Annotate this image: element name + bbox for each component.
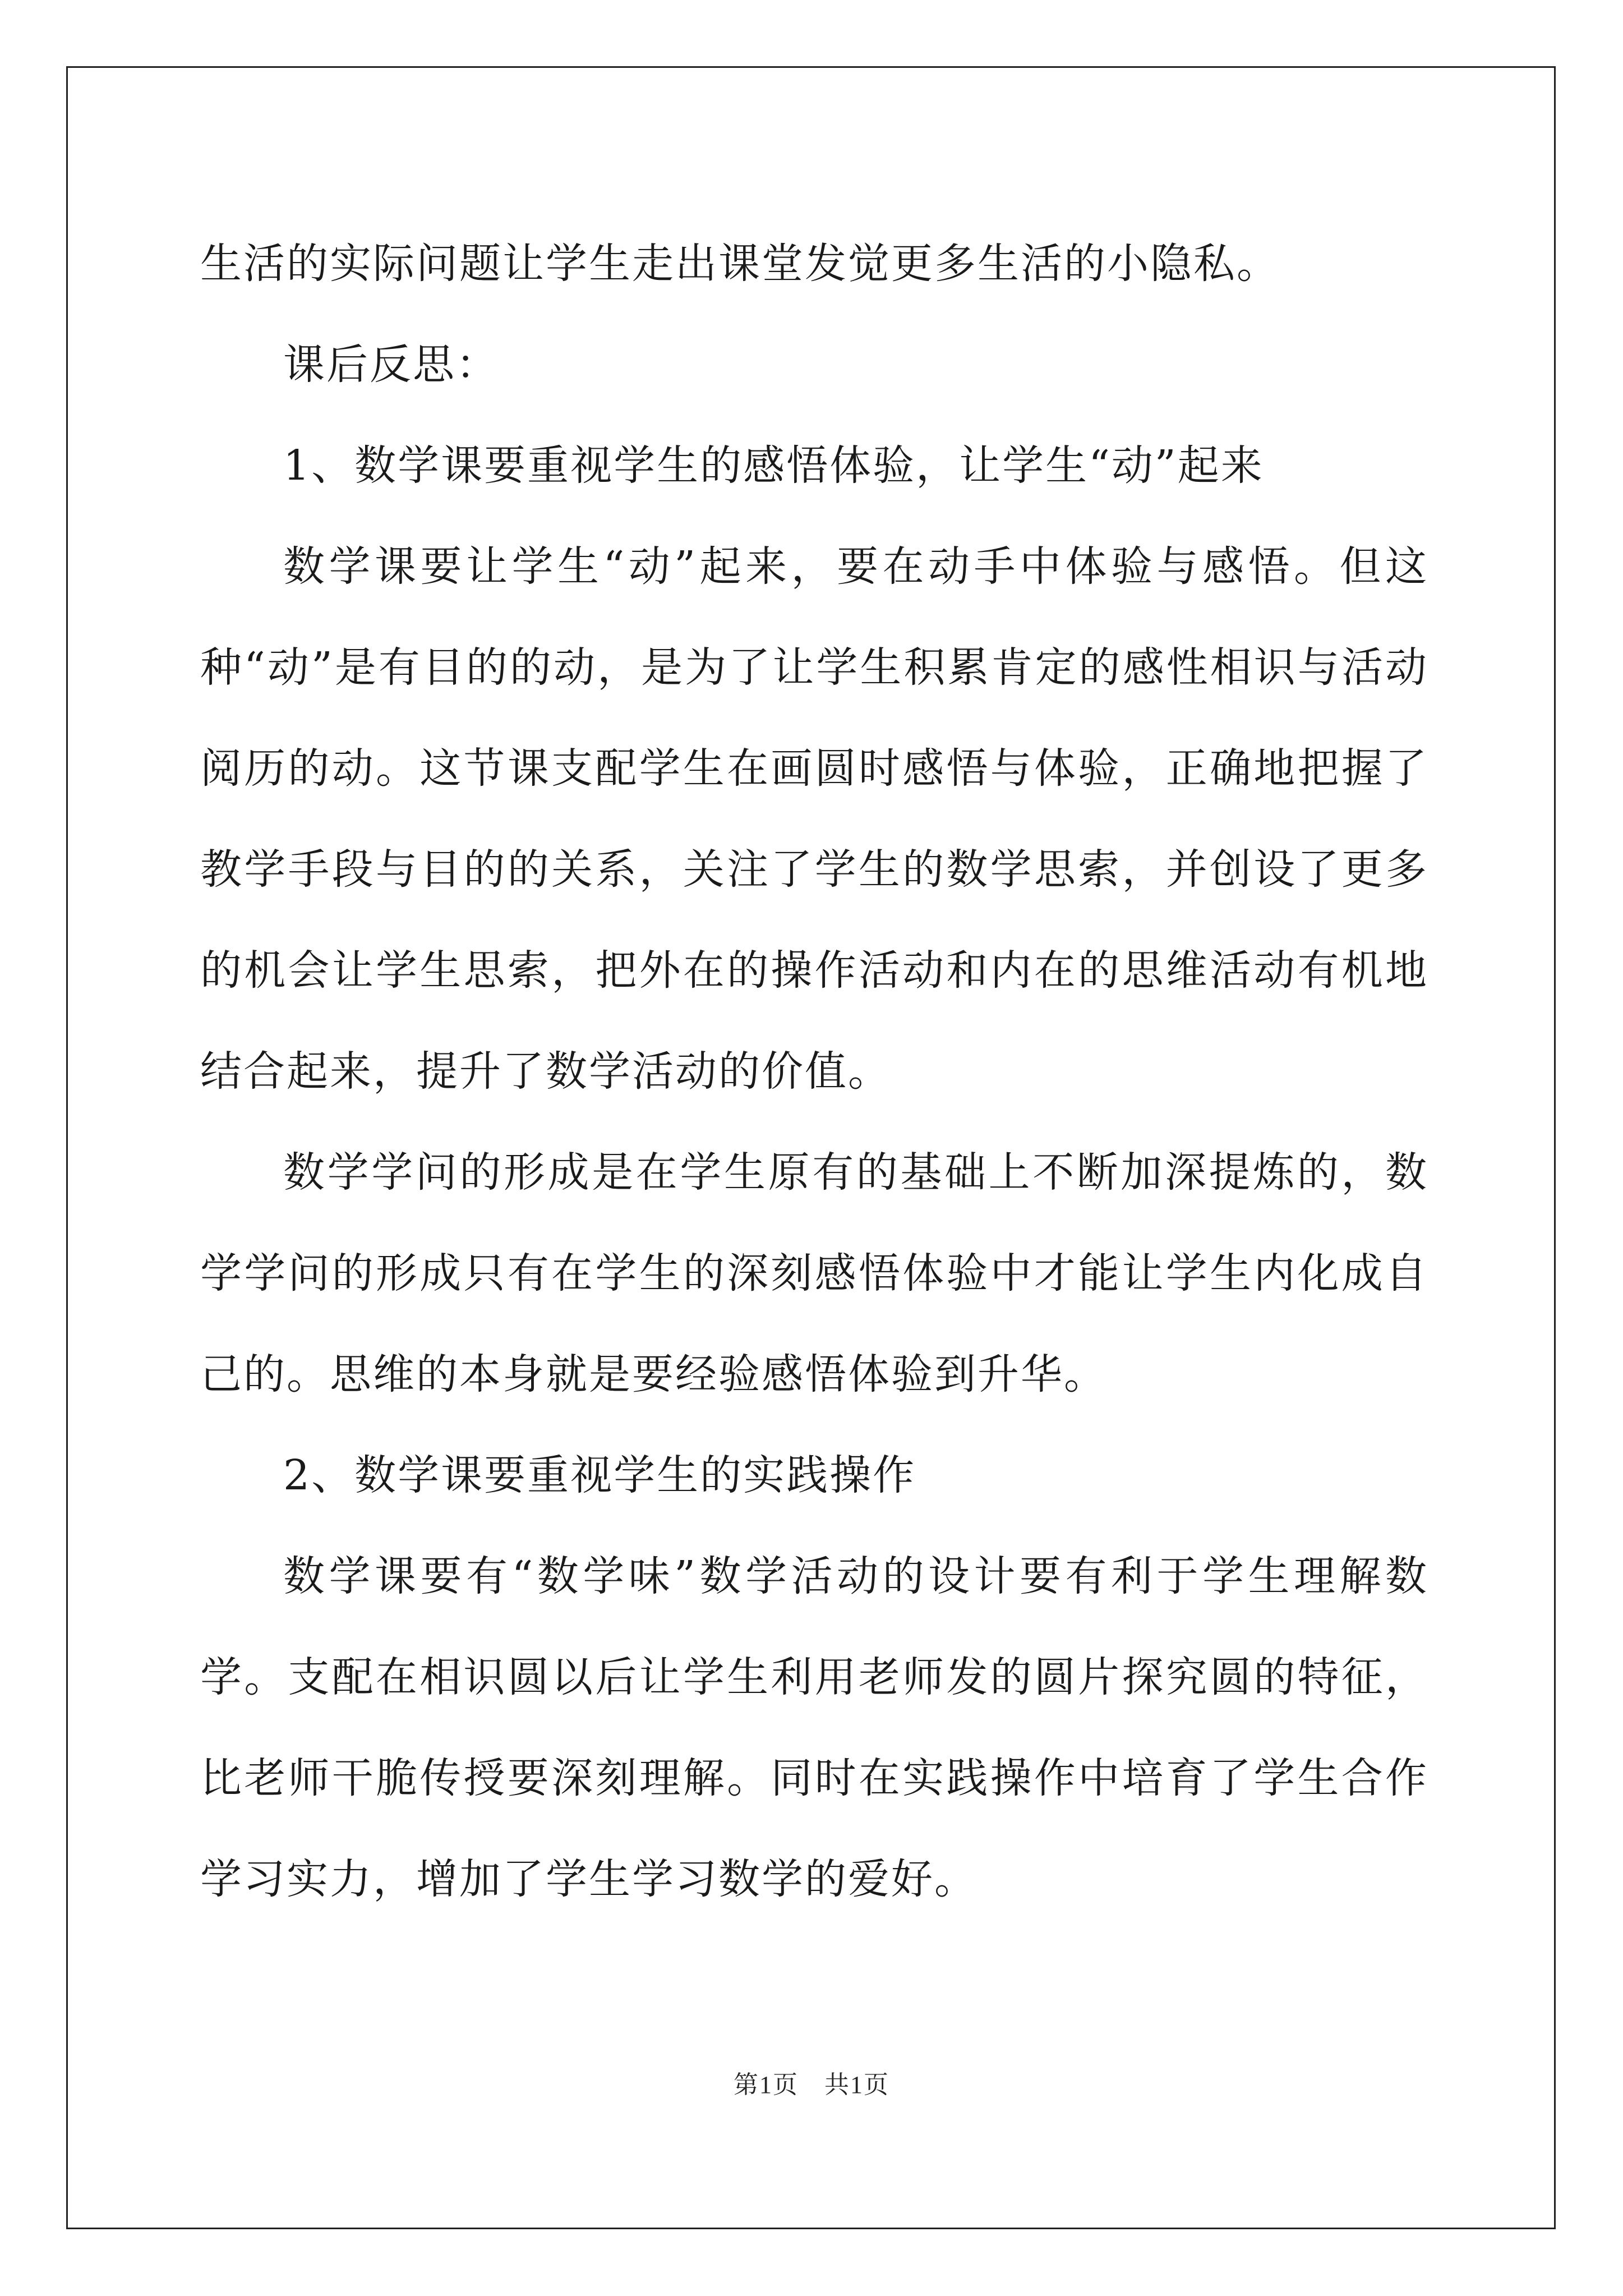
section-heading: 2、数学课要重视学生的实践操作 <box>283 1451 916 1499</box>
paragraph: 数学课要有“数学味”数学活动的设计要有利于学生理解数学。支配在相识圆以后让学生利用老师发的圆片探究圆的特征，比老师干脆传授要深刻理解。同时在实践操作中培育了学生合作学习实力，增加了学生学习数学的爱好。 <box>200 1552 1428 1903</box>
paragraph: 数学课要让学生“动”起来，要在动手中体验与感悟。但这种“动”是有目的的动，是为了让学生积累肯定的感性相识与活动阅历的动。这节课支配学生在画圆时感悟与体验，正确地把握了教学手段与目的的关系，关注了学生的数学思索，并创设了更多的机会让学生思索，把外在的操作活动和内在的思维活动有机地结合起来，提升了数学活动的价值。 <box>200 542 1428 1096</box>
paragraph: 数学学问的形成是在学生原有的基础上不断加深提炼的，数学学问的形成只有在学生的深刻感悟体验中才能让学生内化成自己的。思维的本身就是要经验感悟体验到升华。 <box>200 1148 1428 1398</box>
paragraph: 生活的实际问题让学生走出课堂发觉更多生活的小隐私。 <box>200 240 1280 288</box>
document-body <box>200 213 1428 1930</box>
page-number-footer: 第1页 共1页 <box>734 2071 889 2099</box>
paragraph: 课后反思： <box>283 341 499 389</box>
section-heading: 1、数学课要重视学生的感悟体验，让学生“动”起来 <box>283 441 1264 490</box>
